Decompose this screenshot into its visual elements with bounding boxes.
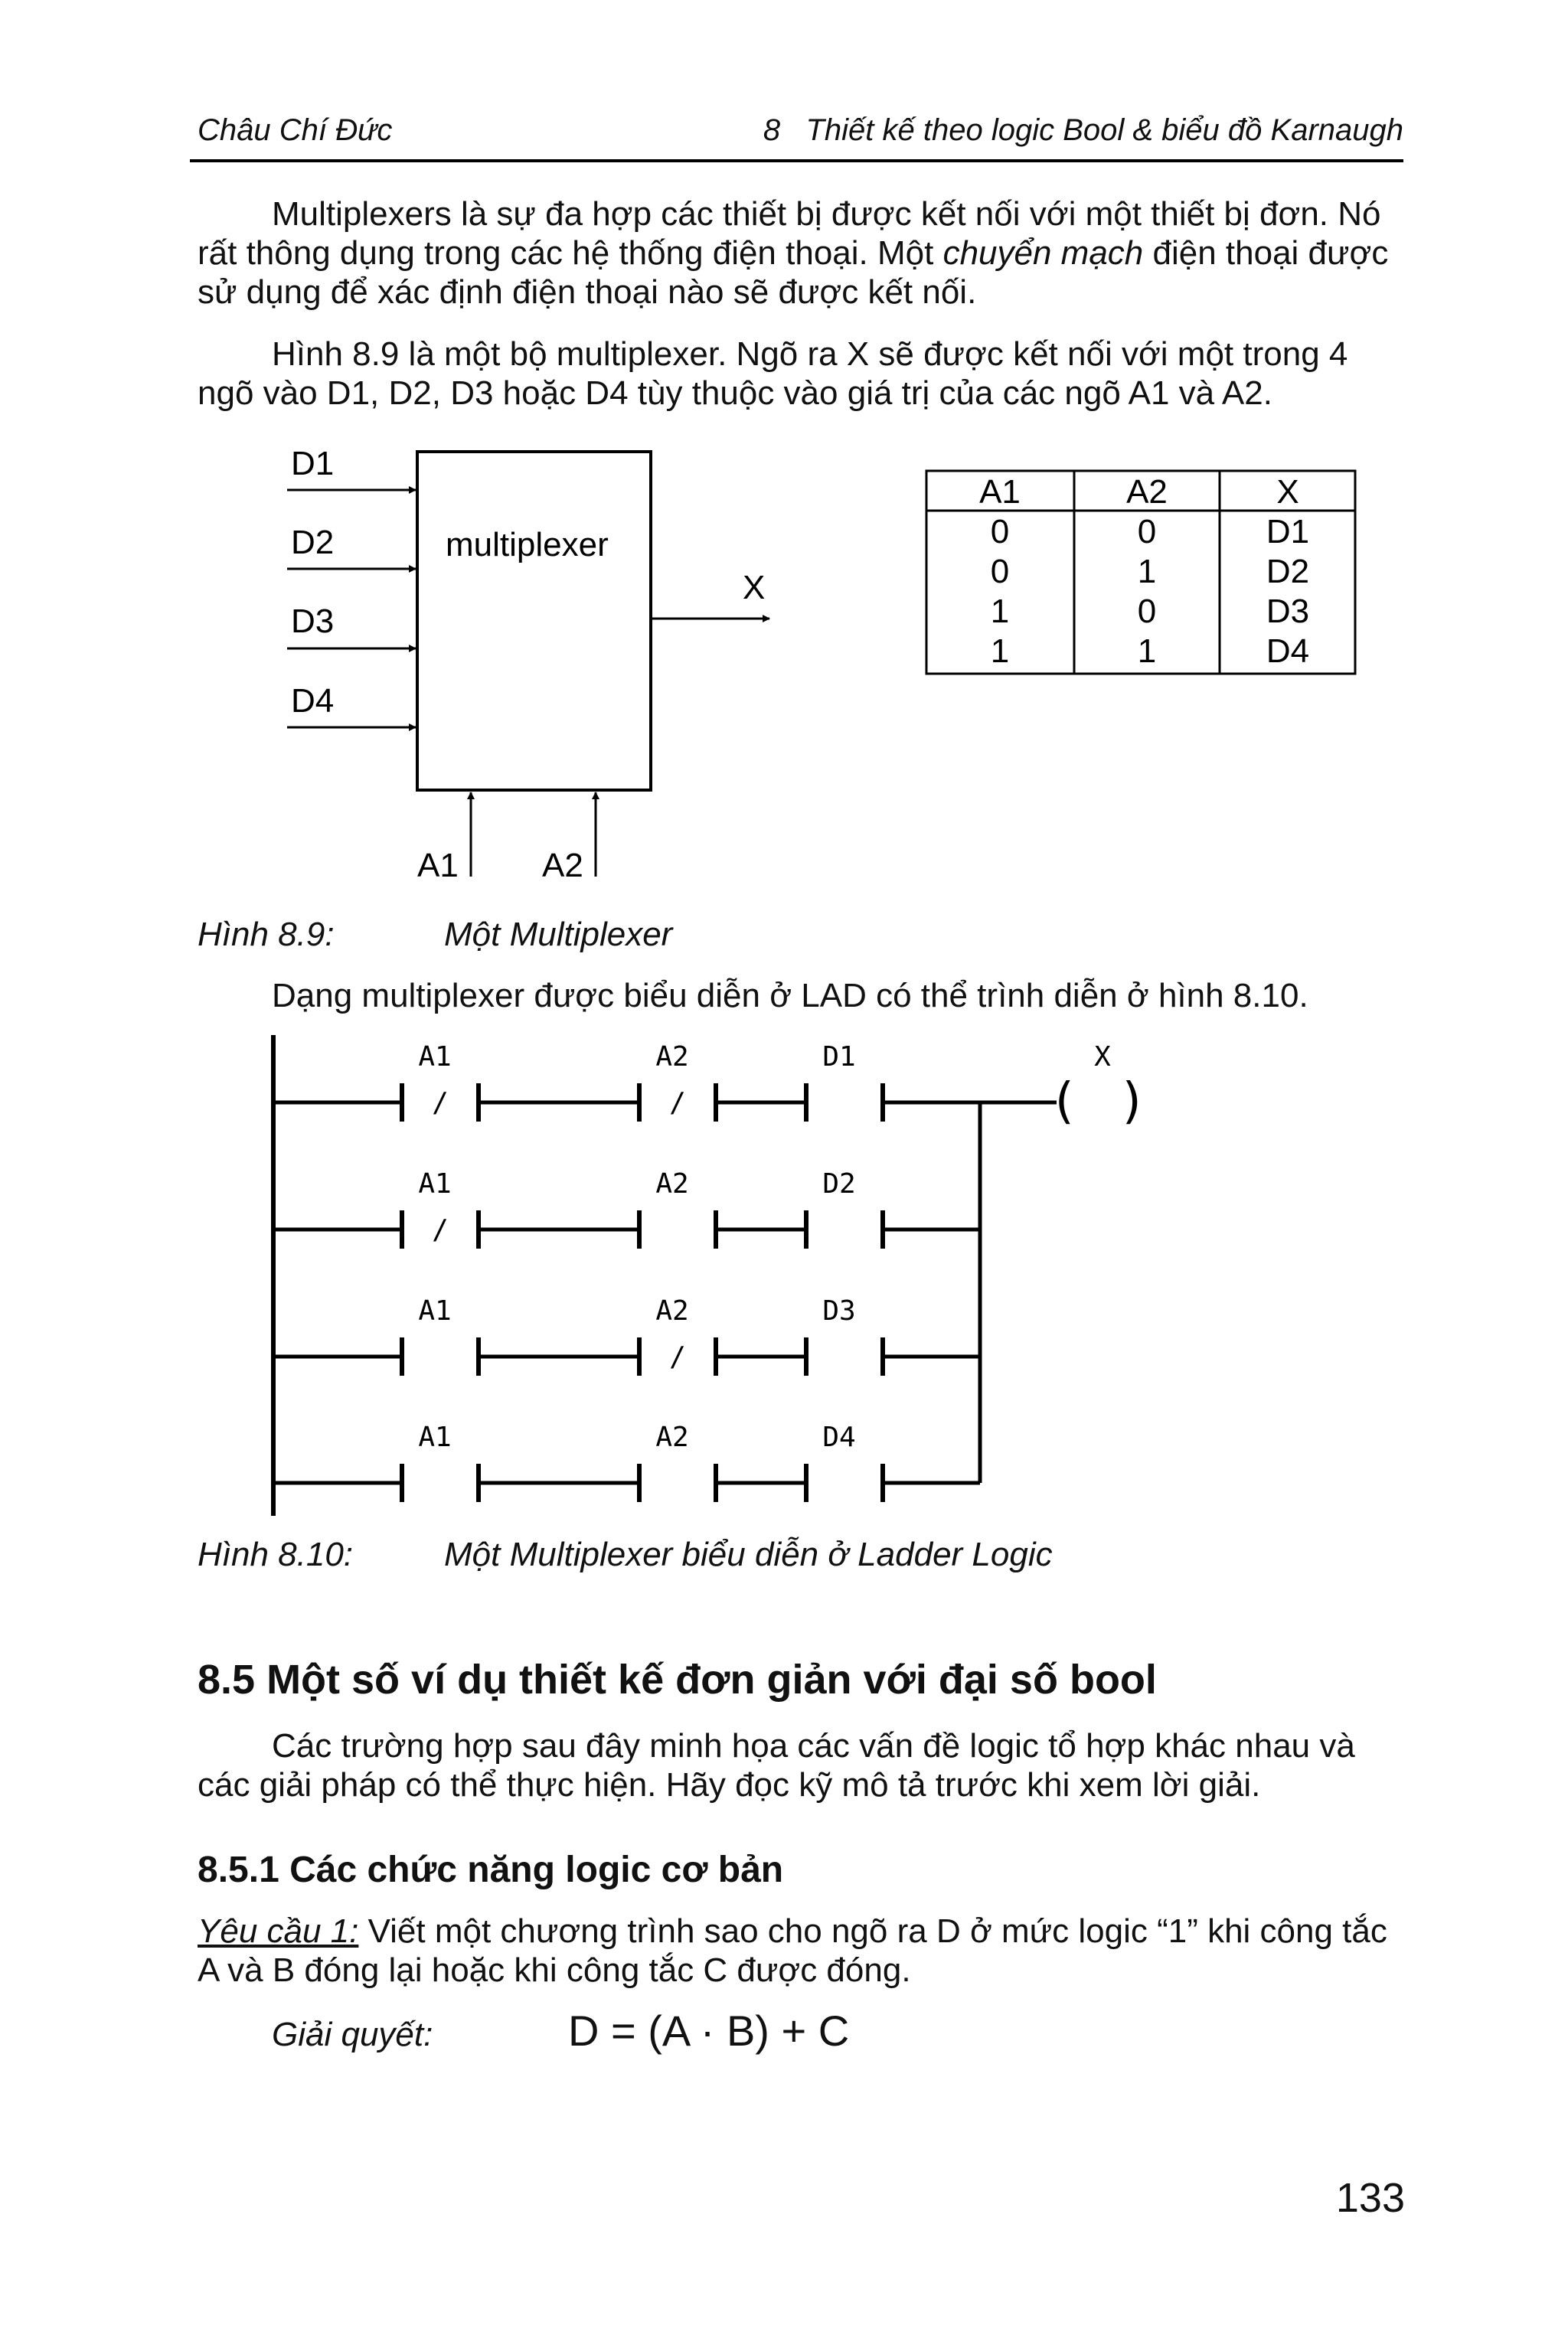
contact-label: A1	[418, 1041, 452, 1073]
multiplexer-box	[417, 452, 651, 790]
normally-closed-mark: /	[669, 1341, 686, 1373]
contact-label: A2	[655, 1422, 689, 1453]
normally-closed-mark: /	[432, 1087, 449, 1118]
paragraph-multiplexer-intro: Multiplexers là sự đa hợp các thiết bị được kết nối với một thiết bị đơn. Nó rất thông dụng trong các hệ thống điện thoại. Một chuyển mạch điện thoại được sử dụng để xác định điện thoại nào sẽ được kết nối.	[198, 195, 1389, 311]
select-label-a1: A1	[417, 847, 459, 884]
output-coil-label: X	[1094, 1041, 1111, 1073]
figure-8-10-caption-text: Một Multiplexer biểu diễn ở Ladder Logic	[444, 1536, 1053, 1573]
running-header-chapter: 8 Thiết kế theo logic Bool & biểu đồ Karnaugh	[763, 113, 1403, 147]
contact-label: A1	[418, 1295, 452, 1327]
truth-table-cell: D1	[1266, 513, 1310, 550]
normally-closed-mark: /	[669, 1087, 686, 1118]
truth-table-cell: D2	[1266, 553, 1310, 590]
normally-closed-mark: /	[432, 1214, 449, 1246]
contact-label: D1	[822, 1041, 856, 1073]
output-coil-close: )	[1118, 1073, 1148, 1130]
truth-table-header-x: X	[1276, 473, 1299, 511]
truth-table-cell: 0	[990, 553, 1010, 590]
truth-table-cell: 1	[990, 593, 1010, 630]
header-rule	[190, 159, 1403, 162]
contact-label: A1	[418, 1168, 452, 1200]
contact-label: D3	[822, 1295, 856, 1327]
input-label-d2: D2	[291, 524, 335, 561]
contact-label: A2	[655, 1295, 689, 1327]
contact-label: A2	[655, 1168, 689, 1200]
multiplexer-label: multiplexer	[446, 526, 609, 563]
input-label-d1: D1	[291, 445, 335, 482]
contact-label: A1	[418, 1422, 452, 1453]
solution-formula: D = (A · B) + C	[568, 2007, 850, 2055]
truth-table	[919, 467, 1363, 681]
truth-table-cell: 0	[1137, 593, 1157, 630]
output-label-x: X	[743, 569, 766, 606]
section-heading-8-5-1: 8.5.1 Các chức năng logic cơ bản	[198, 1850, 784, 1890]
output-coil-open: (	[1049, 1073, 1079, 1130]
truth-table-header-a1: A1	[979, 473, 1021, 511]
truth-table-cell: D3	[1266, 593, 1310, 630]
truth-table-cell: 1	[990, 632, 1010, 670]
paragraph-section-8-5-intro: Các trường hợp sau đây minh họa các vấn đề logic tổ hợp khác nhau và các giải pháp có thể thực hiện. Hãy đọc kỹ mô tả trước khi xem lời giải.	[198, 1727, 1355, 1804]
paragraph-figure-8-10-intro: Dạng multiplexer được biểu diễn ở LAD có thể trình diễn ở hình 8.10.	[272, 977, 1308, 1014]
solution-label: Giải quyết:	[272, 2016, 433, 2053]
select-label-a2: A2	[542, 847, 583, 884]
contact-label: A2	[655, 1041, 689, 1073]
truth-table-cell: 0	[990, 513, 1010, 550]
multiplexer-block-diagram	[276, 436, 796, 896]
truth-table-cell: 0	[1137, 513, 1157, 550]
ladder-logic-diagram	[260, 1026, 1164, 1531]
page-number: 133	[1335, 2175, 1405, 2221]
truth-table-cell: D4	[1266, 632, 1310, 670]
paragraph-figure-8-9-intro: Hình 8.9 là một bộ multiplexer. Ngõ ra X sẽ được kết nối với một trong 4 ngõ vào D1, D2, D3 hoặc D4 tùy thuộc vào giá trị của các ngõ A1 và A2.	[198, 335, 1348, 412]
input-label-d4: D4	[291, 682, 335, 720]
figure-8-10-caption-number: Hình 8.10:	[198, 1536, 354, 1573]
section-heading-8-5: 8.5 Một số ví dụ thiết kế đơn giản với đại số bool	[198, 1657, 1157, 1703]
truth-table-cell: 1	[1137, 553, 1157, 590]
paragraph-requirement-1: Yêu cầu 1: Viết một chương trình sao cho ngõ ra D ở mức logic “1” khi công tắc A và B đóng lại hoặc khi công tắc C được đóng.	[198, 1912, 1387, 1989]
truth-table-cell: 1	[1137, 632, 1157, 670]
contact-label: D4	[822, 1422, 856, 1453]
figure-8-9-caption-text: Một Multiplexer	[444, 916, 673, 953]
truth-table-header-a2: A2	[1126, 473, 1168, 511]
contact-label: D2	[822, 1168, 856, 1200]
input-label-d3: D3	[291, 603, 335, 640]
figure-8-9-caption-number: Hình 8.9:	[198, 916, 335, 953]
running-header-author: Châu Chí Đức	[198, 113, 393, 147]
